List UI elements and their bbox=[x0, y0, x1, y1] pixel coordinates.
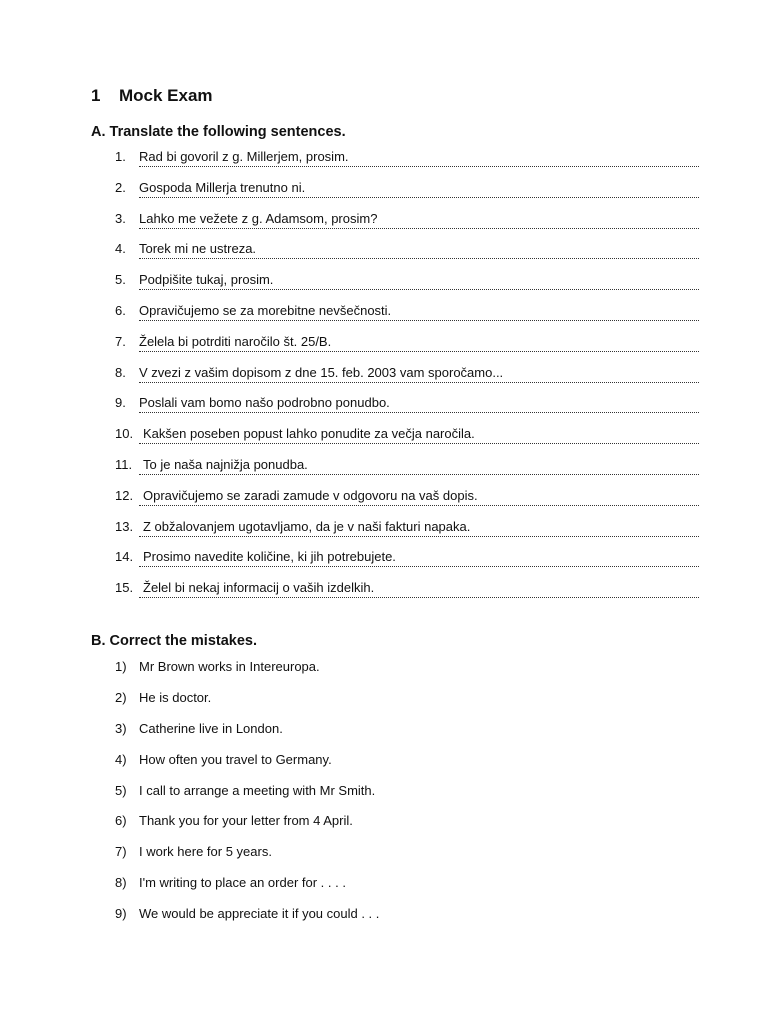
item-sentence: Mr Brown works in Intereuropa. bbox=[139, 659, 320, 674]
item-sentence: Želela bi potrditi naročilo št. 25/B. bbox=[139, 333, 332, 349]
correction-item bbox=[0, 783, 770, 814]
answer-line[interactable] bbox=[139, 566, 699, 567]
answer-line[interactable] bbox=[139, 197, 699, 198]
item-sentence: Z obžalovanjem ugotavljamo, da je v naši fakturi napaka. bbox=[143, 518, 471, 534]
answer-line[interactable] bbox=[139, 505, 699, 506]
correction-item bbox=[0, 813, 770, 844]
item-number: 4. bbox=[115, 241, 126, 257]
item-number: 9. bbox=[115, 395, 126, 411]
translation-item bbox=[0, 365, 770, 396]
translation-item bbox=[0, 334, 770, 365]
answer-line[interactable] bbox=[139, 443, 699, 444]
item-number: 1. bbox=[115, 149, 126, 164]
correction-list bbox=[0, 659, 770, 937]
translation-item bbox=[0, 149, 770, 180]
item-number: 13. bbox=[115, 518, 134, 534]
item-number: 1) bbox=[115, 659, 127, 674]
chapter-title: Mock Exam bbox=[119, 86, 213, 105]
answer-line[interactable] bbox=[139, 382, 699, 383]
translation-item bbox=[0, 457, 770, 488]
item-sentence: Gospoda Millerja trenutno ni. bbox=[139, 179, 306, 195]
translation-item bbox=[0, 180, 770, 211]
item-sentence: I work here for 5 years. bbox=[139, 844, 272, 860]
item-sentence: Torek mi ne ustreza. bbox=[139, 241, 257, 257]
item-sentence: I call to arrange a meeting with Mr Smith. bbox=[139, 782, 376, 798]
item-sentence: Podpišite tukaj, prosim. bbox=[139, 272, 274, 288]
translation-item bbox=[0, 488, 770, 519]
translation-item bbox=[0, 519, 770, 550]
item-number: 5) bbox=[115, 782, 127, 798]
answer-line[interactable] bbox=[139, 536, 699, 537]
item-sentence: To je naša najnižja ponudba. bbox=[143, 456, 308, 472]
translation-item bbox=[0, 211, 770, 242]
translation-item bbox=[0, 580, 770, 611]
answer-line[interactable] bbox=[139, 289, 699, 290]
item-sentence: V zvezi z vašim dopisom z dne 15. feb. 2003 vam sporočamo... bbox=[139, 364, 504, 380]
translation-item bbox=[0, 426, 770, 457]
correction-item bbox=[0, 690, 770, 721]
answer-line[interactable] bbox=[139, 351, 699, 352]
item-number: 3. bbox=[115, 210, 126, 226]
item-sentence: Kakšen poseben popust lahko ponudite za večja naročila. bbox=[143, 426, 475, 442]
correction-item bbox=[0, 844, 770, 875]
answer-line[interactable] bbox=[139, 597, 699, 598]
item-sentence: How often you travel to Germany. bbox=[139, 751, 332, 767]
item-number: 6. bbox=[115, 302, 126, 318]
item-number: 2. bbox=[115, 179, 126, 195]
translation-item bbox=[0, 549, 770, 580]
answer-line[interactable] bbox=[139, 258, 699, 259]
item-number: 9) bbox=[115, 906, 127, 922]
section-a-heading: A. Translate the following sentences. bbox=[91, 124, 346, 140]
item-sentence: Opravičujemo se za morebitne nevšečnosti. bbox=[139, 302, 392, 318]
answer-line[interactable] bbox=[139, 320, 699, 321]
answer-line[interactable] bbox=[139, 166, 699, 167]
item-sentence: Želel bi nekaj informacij o vaših izdelkih. bbox=[143, 580, 375, 596]
translation-item bbox=[0, 395, 770, 426]
item-sentence: Lahko me vežete z g. Adamsom, prosim? bbox=[139, 210, 378, 226]
item-sentence: Rad bi govoril z g. Millerjem, prosim. bbox=[139, 149, 349, 164]
item-number: 12. bbox=[115, 487, 134, 503]
page-title bbox=[91, 86, 213, 106]
item-number: 8. bbox=[115, 364, 126, 380]
item-number: 14. bbox=[115, 549, 134, 565]
translation-list bbox=[0, 149, 770, 611]
answer-line[interactable] bbox=[139, 474, 699, 475]
item-sentence: I'm writing to place an order for . . . . bbox=[139, 875, 346, 891]
item-number: 8) bbox=[115, 875, 127, 891]
item-number: 5. bbox=[115, 272, 126, 288]
item-sentence: Thank you for your letter from 4 April. bbox=[139, 813, 353, 829]
translation-item bbox=[0, 272, 770, 303]
item-number: 3) bbox=[115, 720, 127, 736]
correction-item bbox=[0, 875, 770, 906]
item-sentence: Opravičujemo se zaradi zamude v odgovoru na vaš dopis. bbox=[143, 487, 478, 503]
chapter-number: 1 bbox=[91, 86, 101, 105]
item-number: 11. bbox=[115, 456, 133, 472]
item-sentence: Prosimo navedite količine, ki jih potrebujete. bbox=[143, 549, 396, 565]
item-number: 6) bbox=[115, 813, 127, 829]
translation-item bbox=[0, 303, 770, 334]
translation-item bbox=[0, 241, 770, 272]
item-sentence: Poslali vam bomo našo podrobno ponudbo. bbox=[139, 395, 390, 411]
answer-line[interactable] bbox=[139, 412, 699, 413]
answer-line[interactable] bbox=[139, 228, 699, 229]
correction-item bbox=[0, 721, 770, 752]
item-number: 4) bbox=[115, 751, 127, 767]
item-number: 10. bbox=[115, 426, 134, 442]
correction-item bbox=[0, 752, 770, 783]
item-sentence: We would be appreciate it if you could . . . bbox=[139, 906, 380, 922]
correction-item bbox=[0, 906, 770, 937]
item-number: 7) bbox=[115, 844, 127, 860]
item-sentence: He is doctor. bbox=[139, 689, 212, 705]
section-b-heading: B. Correct the mistakes. bbox=[91, 633, 258, 649]
item-number: 15. bbox=[115, 580, 134, 596]
item-sentence: Catherine live in London. bbox=[139, 720, 283, 736]
item-number: 7. bbox=[115, 333, 126, 349]
correction-item bbox=[0, 659, 770, 690]
item-number: 2) bbox=[115, 689, 127, 705]
